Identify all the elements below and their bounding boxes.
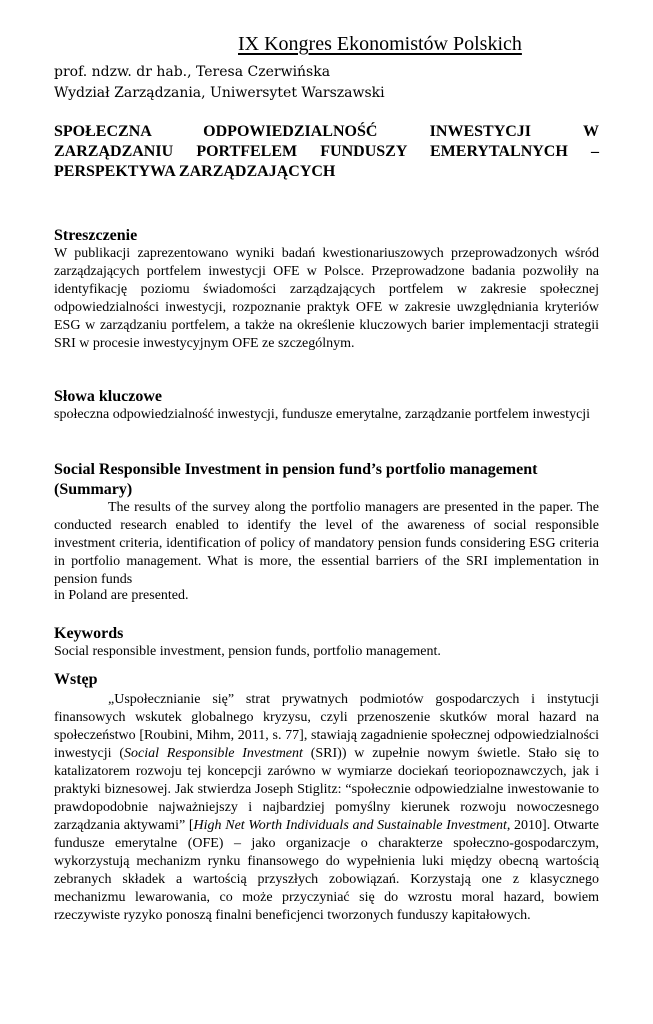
author-affiliation: Wydział Zarządzania, Uniwersytet Warszawski: [54, 85, 385, 101]
intro-italic-source: High Net Worth Individuals and Sustainable Investment: [193, 818, 507, 833]
summary-heading-line-2: (Summary): [54, 481, 133, 498]
keywords-pl-text: społeczna odpowiedzialność inwestycji, fundusze emerytalne, zarządzanie portfelem inwestycji: [54, 407, 591, 422]
abstract-text: W publikacji zaprezentowano wyniki badań kwestionariuszowych przeprowadzonych wśród zarządzających portfelem inwestycji OFE w Polsce. Przeprowadzone badania pozwoliły na identyfikację poziomu świadomości zarządzających portfelem w zakresie społecznej odpowiedzialności inwestycji, rozpoznanie praktyk OFE w zakresie uwzględniania kryteriów ESG w zarządzaniu portfelem, a także na określenie kluczowych barier implementacji strategii SRI w procesie inwestycyjnym OFE ze szczególnym.: [54, 246, 599, 351]
keywords-pl-heading: Słowa kluczowe: [54, 388, 162, 405]
intro-text-part-3: , 2010]. Otwarte fundusze emerytalne (OFE) – jako organizacje o charakterze społeczno-gospodarczym, wykorzystują mechanizm rynku finansowego do wypełnienia luki między obecną wartością zebranych składek a wartością przyszłych zobowiązań. Korzystają one z klasycznego mechanizmu lewarowania, co może przyczyniać się do wzrostu moral hazard, bowiem rzeczywiste ryzyko ponoszą finalni beneficjenci tworzonych funduszy kapitałowych.: [54, 818, 599, 923]
keywords-en-heading: Keywords: [54, 625, 124, 642]
intro-text-part-1: „Uspołecznianie się” strat prywatnych podmiotów gospodarczych i instytucji finansowych wskutek globalnego kryzysu, czyli przenoszenie skutków moral hazard na społeczeństwo [Roubini, Mihm, 2011, s. 77], stawiają zagadnienie społecznej odpowiedzialności inwestycji (: [54, 692, 599, 761]
introduction-paragraph: [54, 691, 599, 925]
intro-italic-sri: Social Responsible Investment: [124, 746, 303, 761]
summary-text: The results of the survey along the portfolio managers are presented in the paper. The conducted research enabled to identify the level of the awareness of social responsible investment criteria, identification of policy of mandatory pension funds considering ESG criteria in portfolio management. What is more, the essential barriers of the SRI implementation in pension funds: [54, 500, 599, 587]
title-line-2: ZARZĄDZANIU PORTFELEM FUNDUSZY EMERYTALNYCH –: [54, 143, 599, 160]
congress-header: IX Kongres Ekonomistów Polskich: [238, 33, 522, 55]
author-name: prof. ndzw. dr hab., Teresa Czerwińska: [54, 64, 331, 80]
summary-text-tail: in Poland are presented.: [54, 588, 189, 603]
intro-text-part-2: (SRI)) w zupełnie nowym świetle. Stało się to katalizatorem rozwoju tej koncepcji zarówno w wymiarze dociekań teoriopoznawczych, jak i praktyki biznesowej. Jak stwierdza Joseph Stiglitz: “społecznie odpowiedzialne inwestowanie to prawdopodobnie najważniejszy i najbardziej pomyślny kierunek rozwoju nowoczesnego zarządzania aktywami” [: [54, 746, 599, 833]
keywords-en-text: Social responsible investment, pension funds, portfolio management.: [54, 644, 441, 659]
introduction-heading: Wstęp: [54, 671, 98, 688]
abstract-heading: Streszczenie: [54, 227, 138, 244]
title-line-3: PERSPEKTYWA ZARZĄDZAJĄCYCH: [54, 163, 336, 180]
title-line-1: SPOŁECZNA ODPOWIEDZIALNOŚĆ INWESTYCJI W: [54, 123, 599, 140]
summary-heading-line-1: Social Responsible Investment in pension fund’s portfolio management: [54, 461, 538, 478]
paper-title: [54, 122, 599, 182]
